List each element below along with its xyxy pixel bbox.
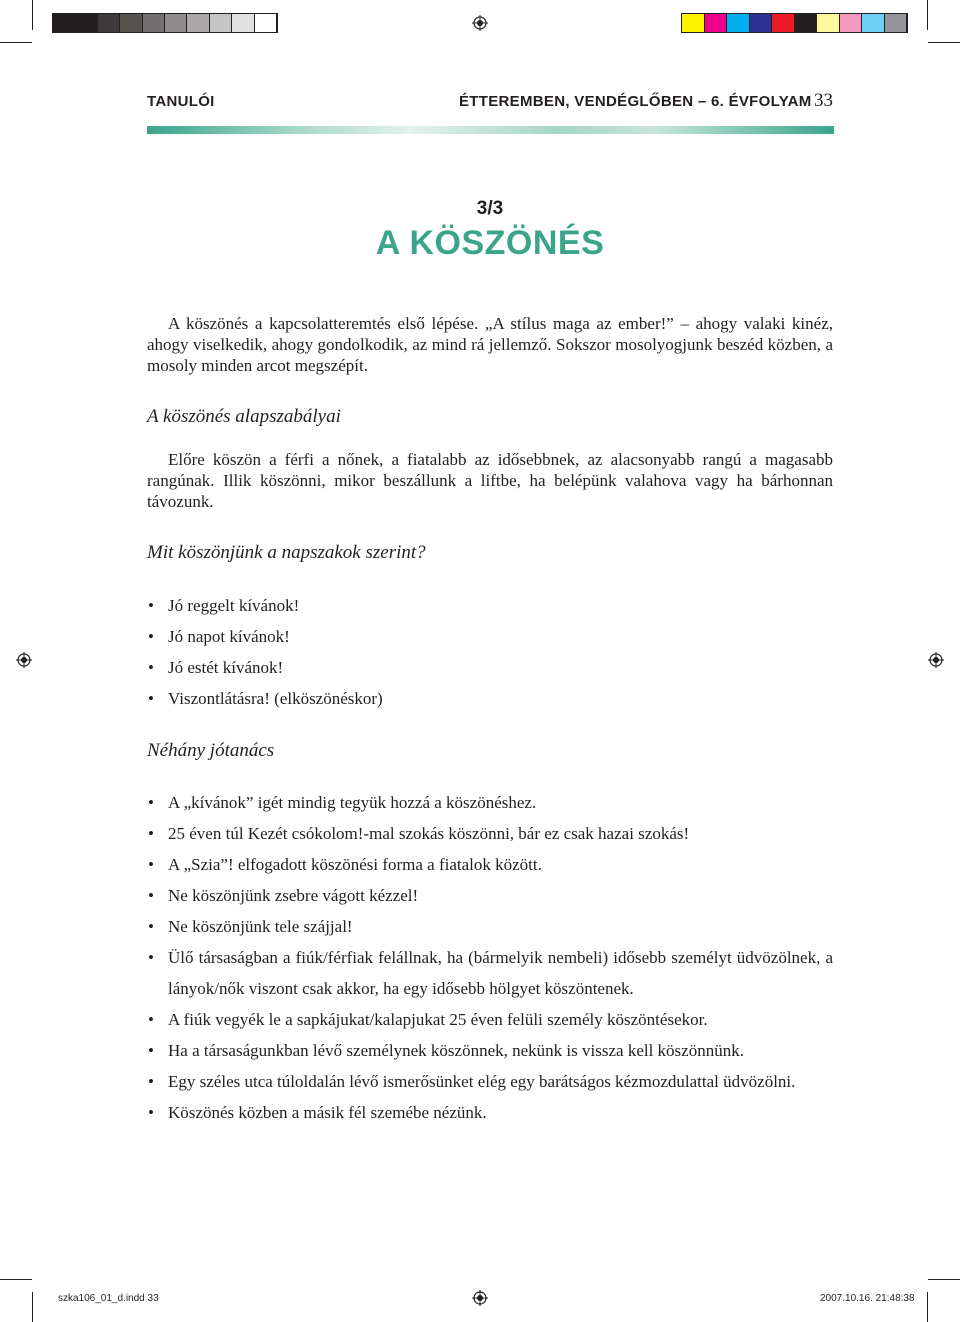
section-heading-greetings: Mit köszönjünk a napszakok szerint? [147,542,426,563]
color-swatch [817,14,840,32]
crop-mark [927,1292,928,1322]
color-swatch [727,14,750,32]
list-item: • Jó estét kívánok! [147,652,833,683]
color-swatch [187,14,209,32]
tips-list [147,787,833,1128]
color-swatch-strip [681,13,908,33]
crop-mark [0,42,32,43]
list-item: • Ha a társaságunkban lévő személynek köszönnek, nekünk is vissza kell köszönnünk. [147,1035,833,1066]
registration-mark-icon [16,652,32,668]
color-swatch [165,14,187,32]
crop-mark [928,42,960,43]
crop-mark [32,0,33,30]
list-item: • 25 éven túl Kezét csókolom!-mal szokás köszönni, bár ez csak hazai szokás! [147,818,833,849]
list-item: • Ne köszönjünk tele szájjal! [147,911,833,942]
intro-text: A köszönés a kapcsolatteremtés első lépése. „A stílus maga az ember!” – ahogy valaki kinéz, ahogy viselkedik, ahogy gondolkodik, az mind rá jellemző. Sokszor mosolyogjunk beszéd közben, a mosoly minden arcot megszépít. [147,314,833,375]
color-swatch [705,14,728,32]
list-item: • Ne köszönjünk zsebre vágott kézzel! [147,880,833,911]
color-swatch [143,14,165,32]
crop-mark [0,1279,32,1280]
registration-mark-icon [472,1290,488,1306]
color-swatch [210,14,232,32]
crop-mark [928,1279,960,1280]
color-swatch [750,14,773,32]
color-swatch [862,14,885,32]
header-center-title: ÉTTEREMBEN, VENDÉGLŐBEN – 6. ÉVFOLYAM [459,93,812,110]
footer-file-slug: szka106_01_d.indd 33 [58,1293,159,1304]
color-swatch [75,14,97,32]
color-swatch [772,14,795,32]
header-left-label: TANULÓI [147,93,215,110]
list-item: • Egy széles utca túloldalán lévő ismerősünket elég egy barátságos kézmozdulattal üdvözölni. [147,1066,833,1097]
color-swatch [885,14,908,32]
list-item: • A fiúk vegyék le a sapkájukat/kalapjukat 25 éven felüli személy köszöntésekor. [147,1004,833,1035]
section-heading-rules: A köszönés alapszabályai [147,406,341,427]
intro-paragraph [147,313,833,376]
color-swatch [795,14,818,32]
rules-paragraph [147,449,833,512]
list-item: • Viszontlátásra! (elköszönéskor) [147,683,833,714]
color-swatch [98,14,120,32]
page-number: 33 [814,90,833,111]
page-title: A KÖSZÖNÉS [375,224,605,262]
footer-timestamp: 2007.10.16. 21:48:38 [820,1293,915,1304]
list-item: • A „Szia”! elfogadott köszönési forma a fiatalok között. [147,849,833,880]
color-swatch [120,14,142,32]
list-item: • Jó napot kívánok! [147,621,833,652]
header-gradient-bar [147,126,834,134]
grey-swatch-strip [52,13,278,33]
color-swatch [255,14,277,32]
list-item: • Köszönés közben a másik fél szemébe nézünk. [147,1097,833,1128]
section-heading-tips: Néhány jótanács [147,740,275,761]
greetings-list [147,590,833,714]
list-item: • A „kívánok” igét mindig tegyük hozzá a köszönéshez. [147,787,833,818]
registration-mark-icon [472,15,488,31]
rules-text: Előre köszön a férfi a nőnek, a fiatalabb az idősebbnek, az alacsonyabb rangú a magasabb rangúnak. Illik köszönni, mikor beszállunk a liftbe, ha belépünk valahova vagy ha bárhonnan távozunk. [147,450,833,511]
color-swatch [840,14,863,32]
list-item: • Jó reggelt kívánok! [147,590,833,621]
crop-mark [927,0,928,30]
color-swatch [682,14,705,32]
crop-mark [32,1292,33,1322]
color-swatch [232,14,254,32]
color-swatch [53,14,75,32]
section-number: 3/3 [476,198,504,219]
registration-mark-icon [928,652,944,668]
list-item: • Ülő társaságban a fiúk/férfiak felállnak, ha (bármelyik nembeli) idősebb személyt üdvözölnek, a lányok/nők viszont csak akkor, ha egy idősebb hölgyet köszöntenek. [147,942,833,1004]
